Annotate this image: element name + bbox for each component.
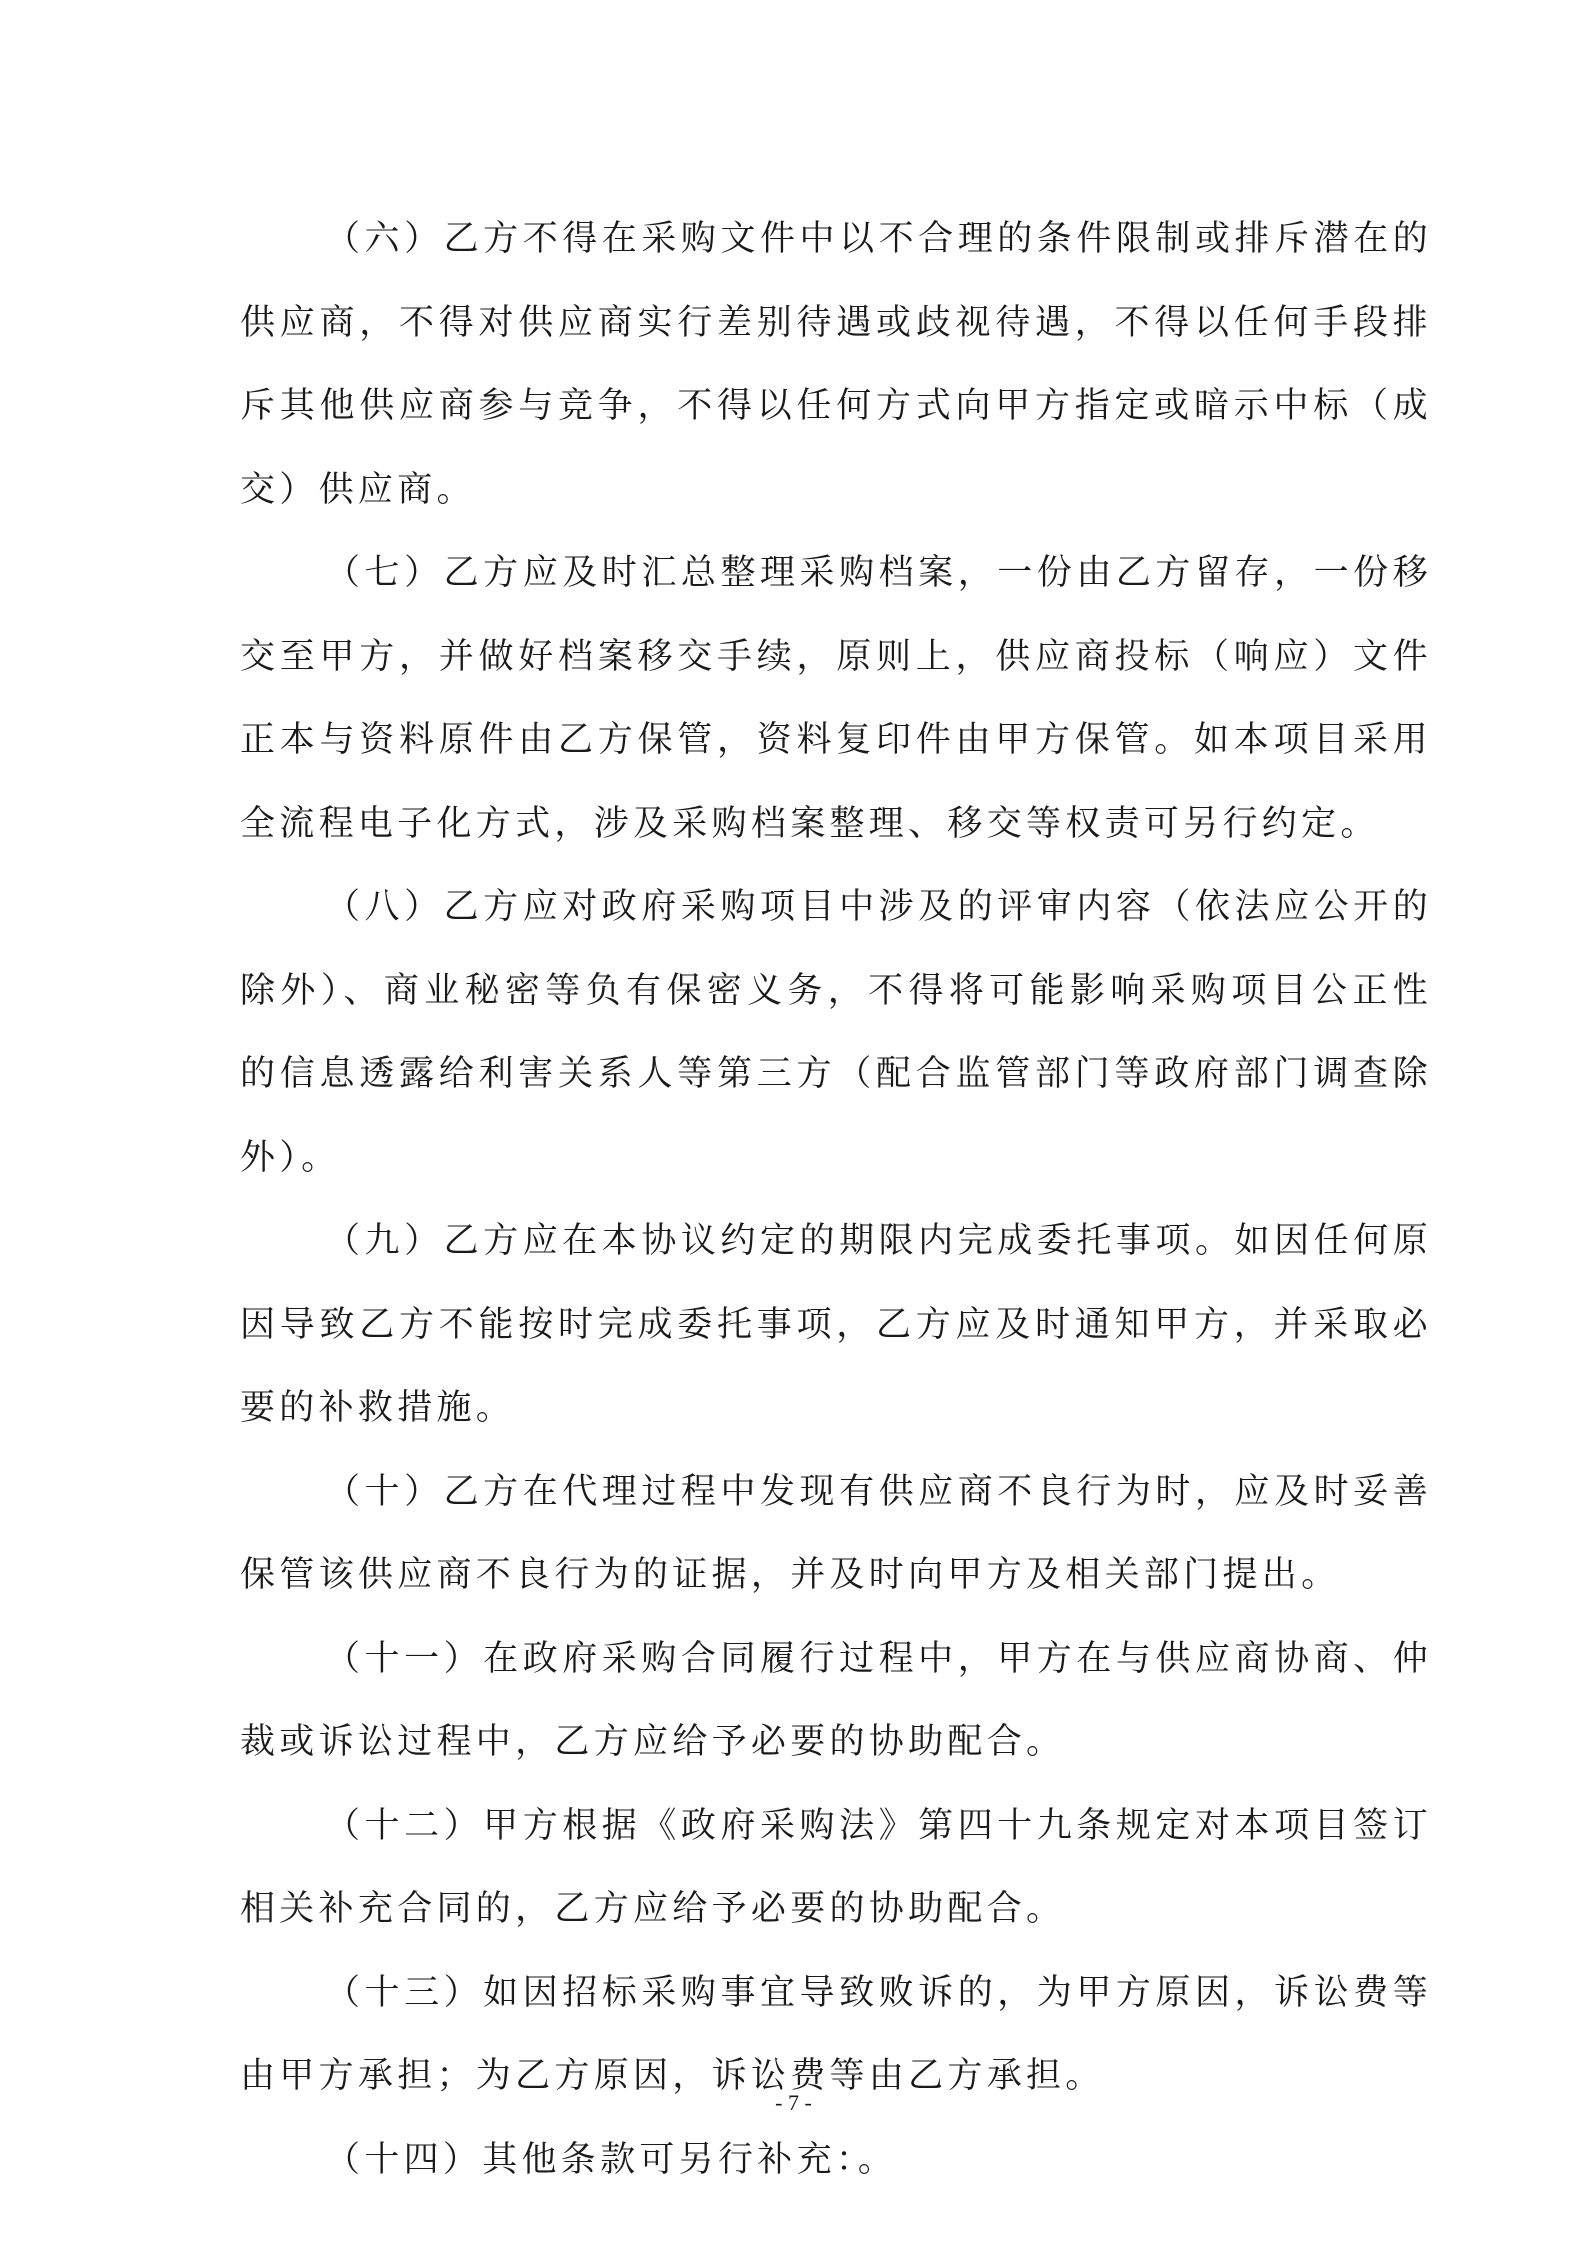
clause-paragraph-8: （八）乙方应对政府采购项目中涉及的评审内容（依法应公开的除外）、商业秘密等负有保密义务，不得将可能影响采购项目公正性的信息透露给利害关系人等第三方（配合监管部门等政府部门调查除外）。 [240,887,1432,1178]
page-number: - 7 - [775,2090,812,2115]
clause-paragraph-7: （七）乙方应及时汇总整理采购档案，一份由乙方留存，一份移交至甲方，并做好档案移交手续，原则上，供应商投标（响应）文件正本与资料原件由乙方保管，资料复印件由甲方保管。如本项目采用全流程电子化方式，涉及采购档案整理、移交等权责可另行约定。 [240,553,1432,844]
document-body [240,198,1432,2202]
clause-paragraph-6: （六）乙方不得在采购文件中以不合理的条件限制或排斥潜在的供应商，不得对供应商实行差别待遇或歧视待遇，不得以任何手段排斥其他供应商参与竞争，不得以任何方式向甲方指定或暗示中标（成交）供应商。 [240,219,1432,510]
clause-paragraph-10: （十）乙方在代理过程中发现有供应商不良行为时，应及时妥善保管该供应商不良行为的证据，并及时向甲方及相关部门提出。 [240,1471,1432,1595]
clause-paragraph-14: （十四）其他条款可另行补充：。 [325,2139,898,2180]
clause-paragraph-12: （十二）甲方根据《政府采购法》第四十九条规定对本项目签订相关补充合同的，乙方应给予必要的协助配合。 [240,1805,1432,1929]
clause-paragraph-11: （十一）在政府采购合同履行过程中，甲方在与供应商协商、仲裁或诉讼过程中，乙方应给予必要的协助配合。 [240,1638,1432,1762]
clause-paragraph-13: （十三）如因招标采购事宜导致败诉的，为甲方原因，诉讼费等由甲方承担；为乙方原因，诉讼费等由乙方承担。 [240,1972,1432,2096]
clause-paragraph-9: （九）乙方应在本协议约定的期限内完成委托事项。如因任何原因导致乙方不能按时完成委托事项，乙方应及时通知甲方，并采取必要的补救措施。 [240,1221,1432,1428]
